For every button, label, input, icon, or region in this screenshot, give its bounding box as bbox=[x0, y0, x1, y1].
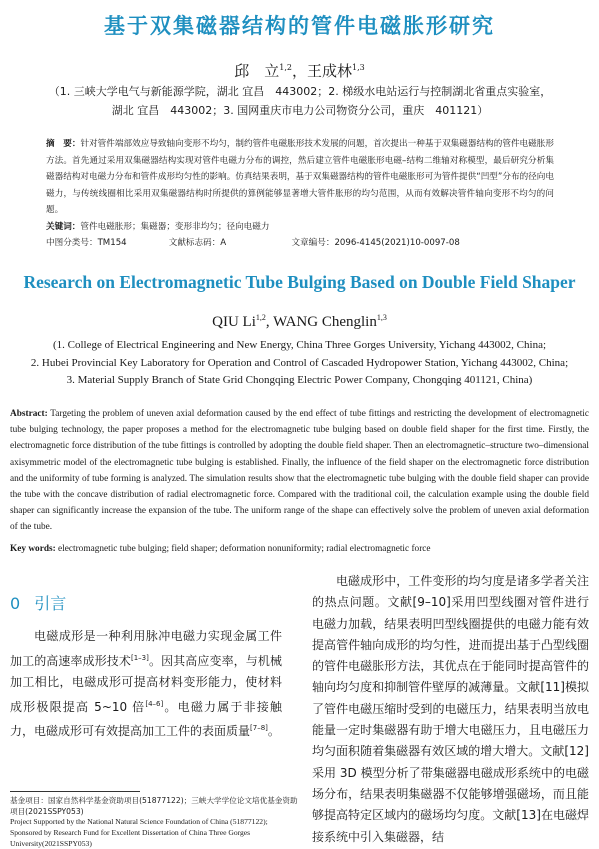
authors-en bbox=[0, 313, 599, 331]
footnote-divider bbox=[10, 791, 140, 792]
intro-left-text-3: 。电磁力属于非接触力，电磁成形可有效提高加工工件的表面质量 bbox=[10, 699, 282, 738]
abstract-en-text: Targeting the problem of uneven axial deformation caused by the end effect of tube fittings and restricting the development of electromagnetic tube bulging technology, the paper proposes a method for the electromagnetic tube bulging based on double field shaper for the first time. Firstly, the electromagnetic force distribution of the tube fittings is controlled by adopting the double field shaper. Then an electromagnetic–structure two–dimensional axisymmetric model of the electromagnetic tube bulging is established. Finally, the influence of the field shaper on the electromagnetic force distribution and the uniformity of tube forming is analyzed. The simulation results show that the electromagnetic tube bulging with the double field shaper can provide the tube with the concave distribution of radial electromagnetic force. Compared with the traditional coil, the calculation example using the double field shaper can significantly increase the expansion of the tube. The uniform range of the shape can effectively solve the problem of uneven axial deformation of the tube. bbox=[10, 409, 589, 533]
affiliations-en bbox=[10, 337, 589, 390]
author-2-cn-sup: 1,3 bbox=[352, 63, 365, 72]
document-code: 文献标志码：A bbox=[168, 238, 227, 248]
keywords-en-text: electromagnetic tube bulging; field shaper; deformation nonuniformity; radial electromagnetic force bbox=[55, 544, 431, 554]
author-1-cn-sup: 1,2 bbox=[279, 63, 292, 72]
citation-ref: [4–6] bbox=[145, 699, 164, 708]
author-2-cn: 王成林 bbox=[307, 62, 353, 80]
keywords-cn bbox=[46, 219, 554, 235]
title-en: Research on Electromagnetic Tube Bulging Based on Double Field Shaper bbox=[23, 272, 576, 292]
classification-line bbox=[46, 235, 554, 251]
funding-cn: 基金项目：国家自然科学基金资助项目(51877122)；三峡大学学位论文培优基金资助项目(2021SSPY053) bbox=[10, 796, 298, 816]
author-1-en-sup: 1,2 bbox=[255, 313, 266, 322]
keywords-en-label: Key words: bbox=[10, 544, 56, 554]
abstract-cn bbox=[46, 136, 554, 219]
author-2-en: WANG Chenglin bbox=[273, 314, 377, 330]
author-separator-en: , bbox=[265, 314, 274, 330]
intro-paragraph-left bbox=[10, 626, 282, 743]
abstract-cn-label: 摘 要： bbox=[46, 139, 81, 149]
keywords-en bbox=[10, 541, 589, 557]
keywords-cn-label: 关键词： bbox=[46, 222, 81, 232]
affiliation-cn-line-2: 湖北 宜昌 443002；3. 国网重庆市电力公司物资分公司，重庆 401121） bbox=[111, 104, 489, 117]
intro-left-text-4: 。 bbox=[267, 724, 280, 738]
intro-left-text-2: 。因其高应变率，与机械加工相比，电磁成形可提高材料变形能力，使材料成形极限提高 5~10 倍 bbox=[10, 653, 282, 714]
abstract-cn-text: 针对管件端部效应导致轴向变形不均匀，制约管件电磁胀形技术发展的问题，首次提出一种基于双集磁器结构的管件电磁胀形方法。首先通过采用双集磁器结构实现对管件电磁力分布的调控，然后建立管件电磁胀形电磁–结构二维轴对称模型，最后研究分析集磁器结构对电磁力分布和管件成形均匀性的影响。仿真结果表明，基于双集磁器结构的管件电磁胀形可为管件提供“凹型”分布的径向电磁力，与传统线圈相比采用双集磁器结构时所提供的算例能够显著增大管件胀形的均匀范围，从而有效解决管件轴向变形不均匀的问题。 bbox=[46, 139, 554, 215]
affiliation-en-line-1: (1. College of Electrical Engineering and New Energy, China Three Gorges University, Yichang 443002, China; bbox=[52, 339, 547, 351]
clc-number: 中图分类号：TM154 bbox=[46, 238, 127, 248]
citation-ref: [1–3] bbox=[131, 653, 149, 662]
section-heading-introduction bbox=[10, 591, 66, 614]
author-1-cn: 邱 立 bbox=[234, 62, 280, 80]
citation-ref: [7–8] bbox=[250, 724, 268, 732]
affiliation-en-line-3: 3. Material Supply Branch of State Grid Chongqing Electric Power Company, Chongqing 401121, China) bbox=[66, 374, 533, 386]
affiliations-cn bbox=[30, 82, 570, 120]
keywords-cn-text: 管件电磁胀形；集磁器；变形非均匀；径向电磁力 bbox=[80, 222, 270, 232]
author-separator-cn: ， bbox=[291, 62, 307, 80]
intro-left-text-1: 电磁成形是一种利用脉冲电磁力实现金属工件加工的高速率成形技术 bbox=[10, 629, 282, 668]
abstract-en-label: Abstract: bbox=[10, 409, 48, 419]
author-2-en-sup: 1,3 bbox=[376, 313, 387, 322]
affiliation-en-line-2: 2. Hubei Provincial Key Laboratory for Operation and Control of Cascaded Hydropower Station, Yichang 443002, China; bbox=[30, 356, 569, 369]
section-title: 引言 bbox=[34, 594, 67, 613]
article-number: 文章编号：2096-4145(2021)10-0097-08 bbox=[291, 238, 460, 248]
abstract-en bbox=[10, 406, 589, 536]
section-number: 0 bbox=[10, 594, 21, 613]
affiliation-cn-line-1: （1. 三峡大学电气与新能源学院，湖北 宜昌 443002；2. 梯级水电站运行与控制湖北省重点实验室， bbox=[48, 85, 552, 98]
title-cn: 基于双集磁器结构的管件电磁胀形研究 bbox=[104, 14, 495, 38]
funding-en: Project Supported by the National Natural Science Foundation of China (51877122); Sponsored by Research Fund for Excellent Dissertation of China Three Gorges University(2021SSPY053) bbox=[10, 817, 268, 848]
authors-cn bbox=[0, 60, 599, 81]
author-1-en: QIU Li bbox=[212, 314, 256, 330]
intro-paragraph-right: 电磁成形中，工件变形的均匀度是诸多学者关注的热点问题。文献[9–10]采用凹型线圈对管件进行电磁力加载，结果表明凹型线圈提供的电磁力能有效提高管件轴向成形的均匀性，进而提出基于凸型线圈的管件电磁胀形方法，其优点在于能同时提高管件的轴向均匀度和抑制管件壁厚的减薄量。文献[11]模拟了管件电磁压缩时受到的电磁压力，结果表明当放电能量一定时集磁器有助于增大电磁压力，且电磁压力均匀面积随着集磁器有效区域的增大增大。文献[12]采用 3D 模型分析了带集磁器电磁成形系统中的电磁场分布，结果表明集磁器不仅能够增强磁场，而且能够提高特定区域内的磁场均匀度。文献[13]在电磁焊接系统中引入集磁器，结 bbox=[312, 574, 589, 844]
